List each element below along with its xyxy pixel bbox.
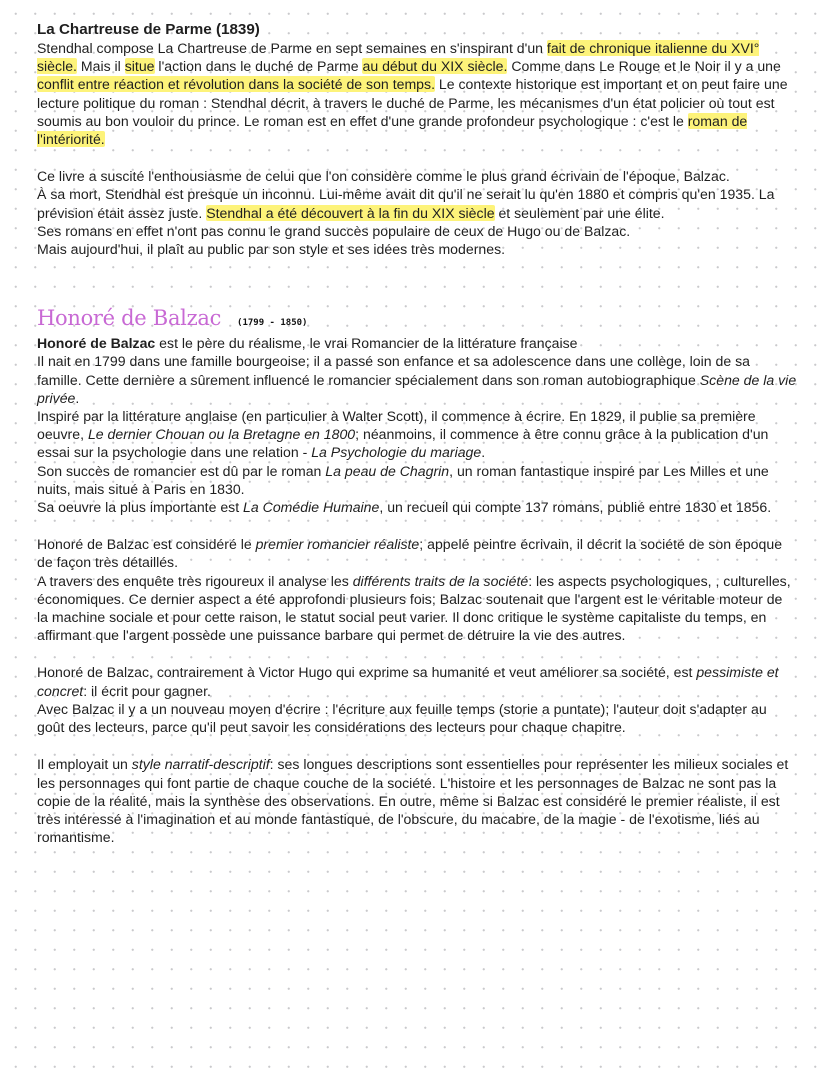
- book-title: La Comédie Humaine: [243, 499, 380, 516]
- text-run: Le contexte historique est important et on peut faire une lecture politique du roman : Stendhal décrit, à travers le duché de Parme, les mécanismes d'un état policier où tout est soumis au bon vouloir du prince. Le roman est en effet d'une grande profondeur psychologique : c'est le: [37, 76, 788, 129]
- text-run: Honoré de Balzac, contrairement à Victor Hugo qui exprime sa humanité et veut améliorer sa société, est: [37, 664, 697, 681]
- book-title: La Psychologie du mariage: [311, 444, 482, 461]
- italic-phrase: premier romancier réaliste: [255, 536, 420, 553]
- text-run: : les aspects psychologiques, , culturelles, économiques. Ce dernier aspect a été approfondi plusieurs fois; Balzac soutenait que l'argent est le véritable moteur de la machine sociale et pour cette raison, le statut social peut varier. Il donc critique le système capitaliste du temps, en affirmant que l'argent possède une puissance barbare qui permet de détruire la vie des autres.: [37, 572, 791, 644]
- balzac-style: [37, 755, 797, 846]
- text-run: , un recueil qui compte 137 romans, publié entre 1830 et 1856.: [379, 499, 772, 516]
- text-run: .: [481, 444, 486, 461]
- italic-phrase: style narratif-descriptif: [131, 756, 270, 773]
- balzac-bio-1: [37, 352, 797, 407]
- text-run: À sa mort, Stendhal est presque un inconnu. Lui-même avait dit qu'il ne serait lu qu'en 1880 et compris qu'en 1935. La prévision était assez juste.: [37, 186, 775, 221]
- italic-phrase: différents traits de la société: [352, 572, 529, 589]
- section-title-chartreuse: La Chartreuse de Parme (1839): [37, 21, 260, 38]
- text-run: ; néanmoins, il commence à être connu grâce à la publication d'un essai sur la psychologie dans une relation -: [37, 426, 769, 461]
- highlight: situe: [124, 58, 155, 75]
- highlight: au début du XIX siècle.: [362, 58, 508, 75]
- highlight: roman de l'intériorité.: [37, 112, 748, 148]
- text-run: , un roman fantastique inspiré par Les Milles et une nuits, mais situé à Paris en 1830.: [37, 462, 769, 497]
- text-run: Comme dans Le Rouge et le Noir il y a une: [507, 58, 781, 75]
- chartreuse-paragraph-2-line-4: Mais aujourd'hui, il plaît au public par son style et ses idées très modernes.: [37, 241, 506, 258]
- text-run: Il employait un: [37, 756, 132, 773]
- book-title: Scène de la vie privée: [37, 371, 797, 406]
- text-run: l'action dans le duché de Parme: [154, 58, 363, 75]
- balzac-heading: [37, 306, 797, 330]
- text-run: .: [75, 389, 80, 406]
- handwritten-dates: (1799 - 1850): [237, 318, 308, 329]
- chartreuse-paragraph-2-line-1: Ce livre a suscité l'enthousiasme de celui que l'on considère comme le plus grand écrivain de l'époque, Balzac.: [37, 168, 730, 185]
- book-title: Le dernier Chouan ou la Bretagne en 1800: [87, 426, 356, 443]
- text-run: Sa oeuvre la plus importante est: [37, 499, 244, 516]
- highlight: conflit entre réaction et révolution dans la société de son temps.: [37, 76, 435, 93]
- text-run: Stendhal compose La Chartreuse de Parme en sept semaines en s'inspirant d'un: [37, 40, 547, 56]
- balzac-intro-line: [37, 334, 797, 352]
- text-run: Son succès de romancier est dû par le roman: [37, 462, 326, 479]
- bold-name: Honoré de Balzac: [37, 335, 156, 352]
- chartreuse-paragraph-2-line-3: Ses romans en effet n'ont pas connu le grand succès populaire de ceux de Hugo ou de Balzac.: [37, 222, 631, 239]
- highlight: fait de chronique italienne du XVI° siècle.: [37, 40, 760, 75]
- text-run: Mais il: [76, 58, 125, 75]
- text-run: est le père du réalisme, le vrai Romancier de la littérature française: [155, 335, 578, 352]
- balzac-bio-3: [37, 462, 797, 498]
- section-title-balzac: Honoré de Balzac: [37, 306, 222, 331]
- text-run: Inspiré par la littérature anglaise (en particulier à Walter Scott), il commence à écrire. En 1829, il publie sa première oeuvre,: [37, 408, 756, 443]
- text-run: A travers des enquête très rigoureux il analyse les: [37, 572, 353, 589]
- italic-phrase: pessimiste et concret: [37, 664, 779, 699]
- chartreuse-paragraph-1: [37, 39, 797, 148]
- balzac-writing-means: Avec Balzac il y a un nouveau moyen d'écrire : l'écriture aux feuille temps (storie a puntate); l'auteur doit s'adapter au goût des lecteurs, parce qu'il peut savoir les considérations des lecteurs pour chaque chapitre.: [37, 700, 767, 736]
- text-run: Il nait en 1799 dans une famille bourgeoise; il a passé son enfance et sa adolescence dans une collège, loin de sa famille. Cette dernière a sûrement influencé le romancier spécialement dans son roman autobiographique: [37, 353, 751, 388]
- text-run: : il écrit pour gagner.: [83, 682, 211, 699]
- text-run: Honoré de Balzac est considéré le: [37, 536, 256, 553]
- book-title: La peau de Chagrin: [325, 462, 450, 479]
- text-run: ; appelé peintre écrivain, il décrit la société de son époque de façon très détaillés.: [37, 536, 783, 571]
- balzac-realism-1: [37, 535, 797, 571]
- balzac-bio-4: [37, 498, 797, 516]
- note-page: [37, 20, 797, 846]
- balzac-realism-2: [37, 572, 797, 645]
- balzac-pessimism: [37, 663, 797, 699]
- text-run: et seulement par une élite.: [494, 204, 665, 221]
- chartreuse-paragraph-2-line-2: [37, 185, 797, 221]
- highlight: Stendhal a été découvert à la fin du XIX siècle: [206, 204, 495, 221]
- balzac-bio-2: [37, 407, 797, 462]
- text-run: : ses longues descriptions sont essentielles pour représenter les milieux sociales et les personnages qui font partie de chaque couche de la société. L'histoire et les personnages de Balzac ne sont pas la copie de la réalité, mais la synthèse des observations. En outre, même si Balzac est considéré le premier réaliste, il est très intéressé à l'imagination et au monde fantastique, de l'obscure, du macabre, de la magie - de l'exotisme, liés au romantisme.: [37, 756, 789, 846]
